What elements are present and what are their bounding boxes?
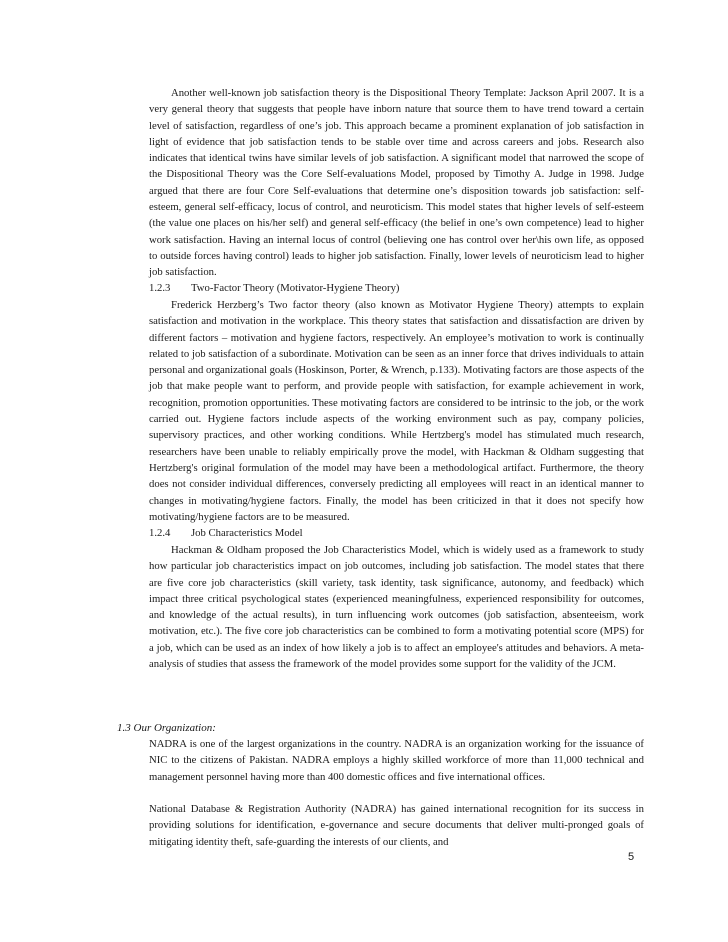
heading-title: Two-Factor Theory (Motivator-Hygiene Theory) (191, 282, 400, 294)
paragraph-dispositional-theory: Another well-known job satisfaction theory is the Dispositional Theory Template: Jackson April 2007. It is a very general theory that suggests that people have inborn nature that source them to have trend toward a certain level of satisfaction, regardless of one’s job. This approach became a prominent explanation of job satisfaction in light of evidence that job satisfaction tends to be stable over time and across careers and jobs. Research also indicates that identical twins have similar levels of job satisfaction. A significant model that narrowed the scope of the Dispositional Theory was the Core Self-evaluations Model, proposed by Timothy A. Judge in 1998. Judge argued that there are four Core Self-evaluations that determine one’s disposition towards job satisfaction: self-esteem, general self-efficacy, locus of control, and neuroticism. This model states that higher levels of self-esteem (the value one places on his/her self) and general self-efficacy (the belief in one’s own competence) lead to higher work satisfaction. Having an internal locus of control (believing one has control over her\his own life, as opposed to outside forces having control) leads to higher job satisfaction. Finally, lower levels of neuroticism lead to higher job satisfaction. (149, 87, 644, 279)
paragraph-organization-intro: NADRA is one of the largest organizations in the country. NADRA is an organization working for the issuance of NIC to the citizens of Pakistan. NADRA employs a highly skilled workforce of more than 11,000 technical and management personnel having more than 400 domestic offices and five international offices. (149, 738, 644, 783)
paragraph-organization-recognition: National Database & Registration Authority (NADRA) has gained international recognition for its success in providing solutions for identification, e-governance and secure documents that deliver multi-pronged goals of mitigating identity theft, safe-guarding the interests of our clients, and (149, 803, 644, 848)
heading-title: Job Characteristics Model (191, 527, 303, 539)
paragraph-two-factor-theory: Frederick Herzberg’s Two factor theory (also known as Motivator Hygiene Theory) attempts to explain satisfaction and motivation in the workplace. This theory states that satisfaction and dissatisfaction are driven by different factors – motivation and hygiene factors, respectively. An employee’s motivation to work is continually related to job satisfaction of a subordinate. Motivation can be seen as an inner force that drives individuals to attain personal and organizational goals (Hoskinson, Porter, & Wrench, p.133). Motivating factors are those aspects of the job that make people want to perform, and provide people with satisfaction, for example achievement in work, recognition, promotion opportunities. These motivating factors are considered to be intrinsic to the job, or the work carried out. Hygiene factors include aspects of the working environment such as pay, company policies, supervisory practices, and other working conditions. While Hertzberg's model has stimulated much research, researchers have been unable to reliably empirically prove the model, with Hackman & Oldham suggesting that Hertzberg's original formulation of the model may have been a methodological artifact. Furthermore, the theory does not consider individual differences, conversely predicting all employees will react in an identical manner to changes in motivating/hygiene factors. Finally, the model has been criticized in that it does not specify how motivating/hygiene factors are to be measured. (149, 299, 644, 523)
heading-job-characteristics-model (149, 525, 303, 541)
heading-our-organization: 1.3 Our Organization: (117, 722, 216, 734)
heading-two-factor-theory (149, 280, 399, 296)
heading-number: 1.2.3 (149, 282, 171, 294)
heading-number: 1.2.4 (149, 527, 171, 539)
page-number: 5 (628, 851, 635, 863)
paragraph-job-characteristics-model: Hackman & Oldham proposed the Job Characteristics Model, which is widely used as a framework to study how particular job characteristics impact on job outcomes, including job satisfaction. The model states that there are five core job characteristics (skill variety, task identity, task significance, autonomy, and feedback) which impact three critical psychological states (experienced meaningfulness, experienced responsibility for outcomes, and knowledge of the actual results), in turn influencing work outcomes (job satisfaction, absenteeism, work motivation, etc.). The five core job characteristics can be combined to form a motivating potential score (MPS) for a job, which can be used as an index of how likely a job is to affect an employee's attitudes and behaviors. A meta-analysis of studies that assess the framework of the model provides some support for the validity of the JCM. (149, 544, 644, 671)
